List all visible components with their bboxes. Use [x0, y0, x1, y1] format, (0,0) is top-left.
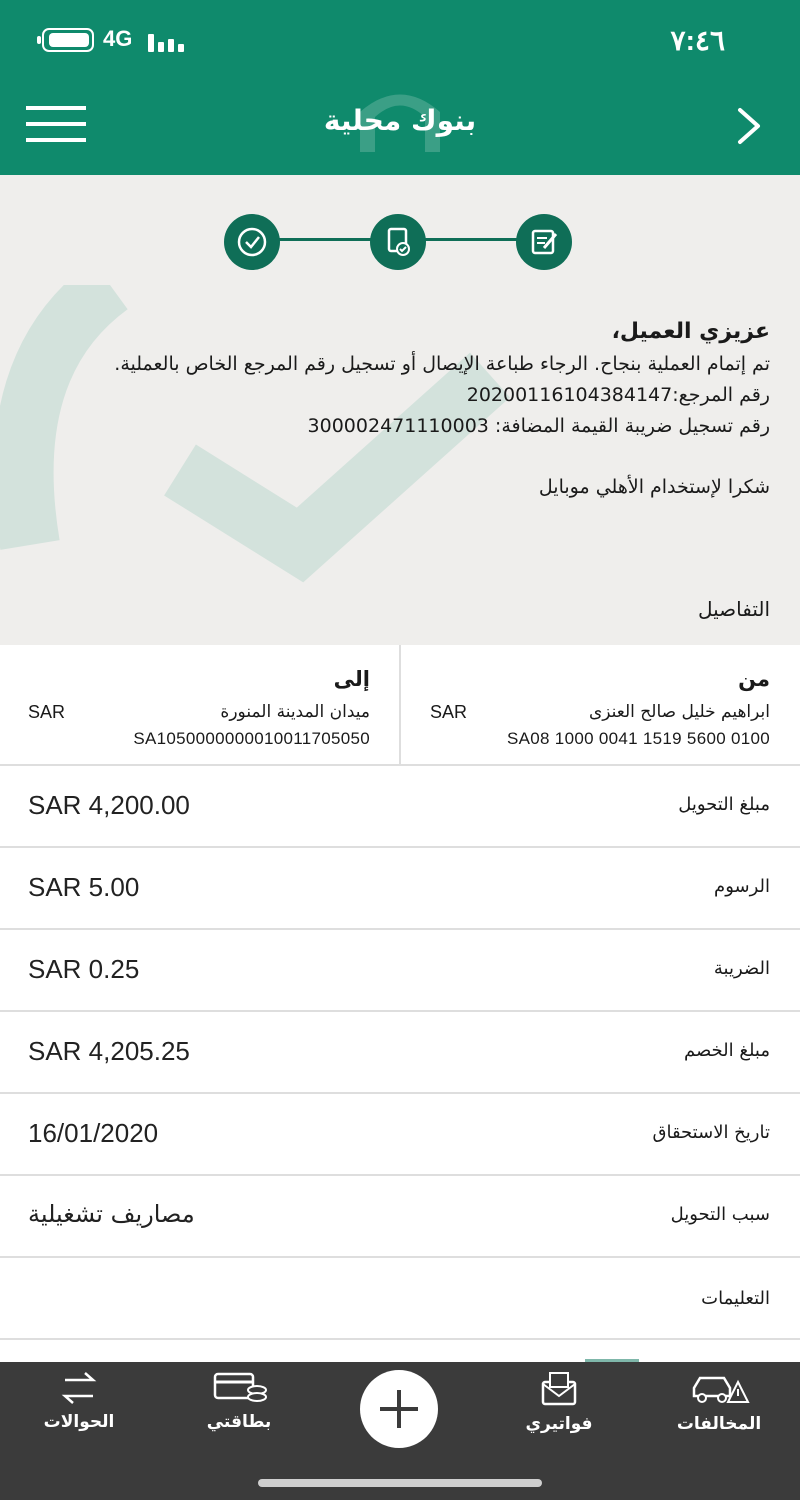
instructions-row [0, 1258, 800, 1340]
success-message [50, 315, 770, 503]
transfer-reason-row [0, 1176, 800, 1258]
from-to-section [0, 645, 800, 766]
battery-icon [42, 28, 94, 52]
details-list [0, 766, 800, 1340]
nav-violations-label: المخالفات [676, 1414, 762, 1434]
row-value: SAR 0.25 [28, 954, 140, 984]
to-heading: إلى [333, 667, 370, 691]
chevron-right-icon[interactable] [730, 106, 770, 146]
transfer-amount-row [0, 766, 800, 848]
nav-cards-label: بطاقتي [206, 1412, 272, 1432]
vat-number: رقم تسجيل ضريبة القيمة المضافة: 300002471110003 [307, 415, 770, 437]
nav-cards[interactable] [174, 1370, 304, 1460]
edit-document-icon [516, 214, 572, 270]
bottom-nav [0, 1362, 800, 1500]
home-indicator[interactable] [258, 1479, 542, 1487]
row-label: تاريخ الاستحقاق [652, 1122, 770, 1143]
tax-row [0, 930, 800, 1012]
nav-bills-label: فواتيري [525, 1414, 593, 1434]
row-label: سبب التحويل [670, 1204, 770, 1225]
to-account [28, 667, 370, 757]
success-text: تم إتمام العملية بنجاح. الرجاء طباعة الإيصال أو تسجيل رقم المرجع الخاص بالعملية. [114, 353, 770, 375]
thanks-text: شكرا لإستخدام الأهلي موبايل [538, 476, 770, 498]
row-label: الرسوم [714, 876, 770, 897]
nav-transfers[interactable] [14, 1370, 144, 1460]
to-currency: SAR [28, 702, 66, 722]
add-button[interactable] [360, 1370, 438, 1448]
page-title: بنوك محلية [323, 104, 477, 137]
document-check-icon [370, 214, 426, 270]
from-heading: من [738, 667, 770, 691]
nav-transfers-label: الحوالات [43, 1412, 115, 1432]
from-currency: SAR [430, 702, 468, 722]
check-circle-icon [224, 214, 280, 270]
row-label: الضريبة [713, 958, 770, 979]
reference-number: رقم المرجع:20200116104384147 [466, 384, 770, 406]
row-value: مصاريف تشغيلية [28, 1200, 195, 1228]
due-date-row [0, 1094, 800, 1176]
plus-icon [360, 1370, 438, 1448]
signal-icon [148, 28, 188, 52]
transfer-arrows-icon [57, 1370, 101, 1406]
from-name: ابراهيم خليل صالح العنزى [588, 702, 770, 722]
nav-violations[interactable] [654, 1370, 784, 1460]
row-value: SAR 5.00 [28, 872, 140, 902]
details-heading: التفاصيل [697, 597, 770, 621]
row-label: التعليمات [701, 1288, 770, 1309]
nav-bills[interactable] [494, 1370, 624, 1460]
fees-row [0, 848, 800, 930]
row-value: 16/01/2020 [28, 1118, 159, 1148]
row-value: SAR 4,205.25 [28, 1036, 190, 1066]
row-value: SAR 4,200.00 [28, 790, 190, 820]
status-bar [0, 22, 800, 58]
greeting: عزيزي العميل، [611, 319, 770, 344]
debit-amount-row [0, 1012, 800, 1094]
clock: ٧:٤٦ [670, 25, 725, 56]
confirmation-panel [0, 175, 800, 645]
bills-envelope-icon [537, 1370, 581, 1408]
to-iban: SA1050000000010011705050 [133, 729, 370, 748]
from-account [410, 667, 770, 757]
app-header [0, 0, 800, 175]
from-iban: SA08 1000 0041 1519 5600 0100 [507, 729, 770, 748]
row-label: مبلغ الخصم [683, 1040, 770, 1061]
progress-steps [220, 210, 580, 270]
to-name: ميدان المدينة المنورة [220, 702, 370, 722]
network-type: 4G [103, 26, 133, 51]
car-warning-icon [688, 1370, 750, 1408]
card-icon [209, 1370, 269, 1406]
row-label: مبلغ التحويل [678, 794, 770, 815]
